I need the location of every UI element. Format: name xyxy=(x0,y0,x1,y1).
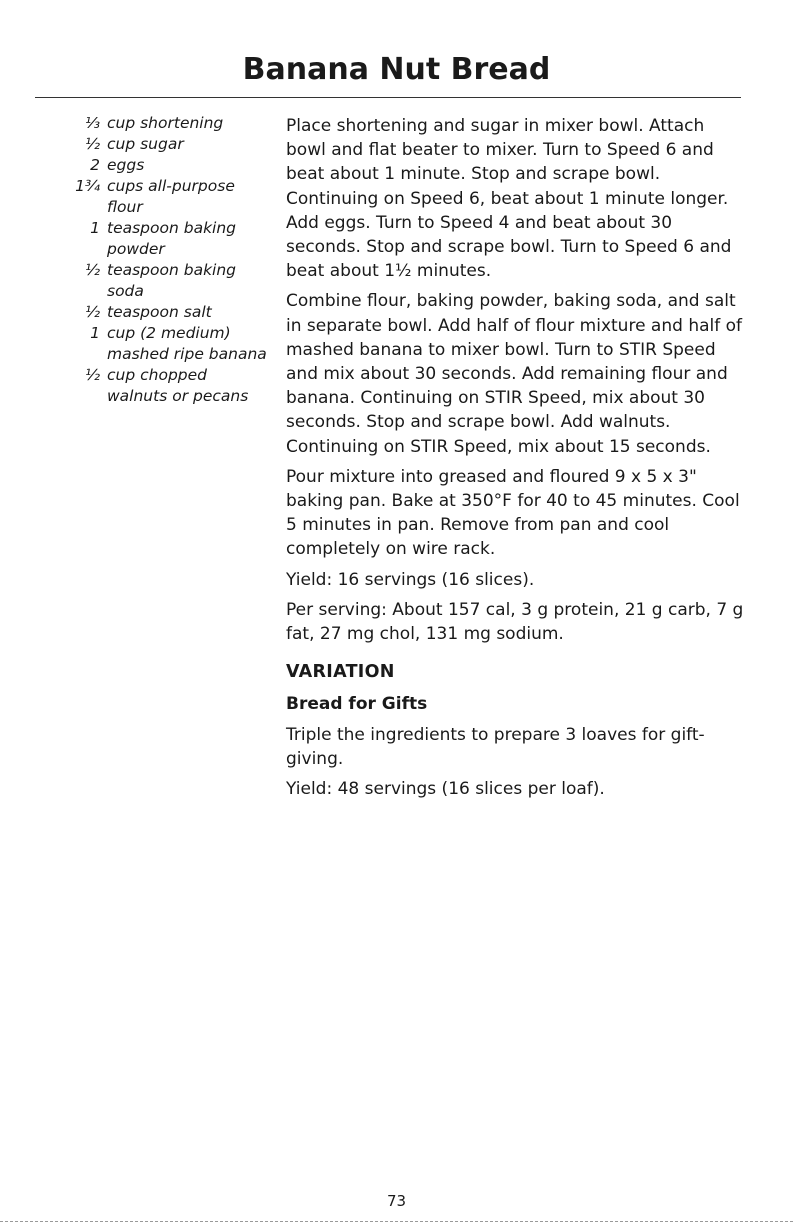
page-number: 73 xyxy=(386,1192,407,1210)
recipe-instructions xyxy=(286,114,746,807)
ingredient-quantity: ½ xyxy=(84,366,100,384)
ingredient-text: cup sugar xyxy=(107,135,184,153)
ingredient-item xyxy=(70,176,270,218)
ingredient-item xyxy=(70,365,270,407)
ingredient-text: cup chopped walnuts or pecans xyxy=(107,366,249,405)
ingredient-text: teaspoon baking soda xyxy=(107,261,237,300)
ingredient-item xyxy=(70,134,270,155)
ingredient-quantity: ½ xyxy=(84,261,100,279)
instruction-paragraph: Pour mixture into greased and floured 9 x 5 x 3" baking pan. Bake at 350°F for 40 to 45 minutes. Cool 5 minutes in pan. Remove from pan and cool completely on wire rack. xyxy=(286,466,740,560)
ingredient-quantity: 2 xyxy=(90,156,100,174)
ingredient-quantity: 1¾ xyxy=(75,177,100,195)
instruction-paragraph: Place shortening and sugar in mixer bowl. Attach bowl and flat beater to mixer. Turn to Speed 6 and beat about 1 minute. Stop and scrape bowl. Continuing on Speed 6, beat about 1 minute longer. Add eggs. Turn to Speed 4 and beat about 30 seconds. Stop and scrape bowl. Turn to Speed 6 and beat about 1½ minutes. xyxy=(286,116,732,282)
ingredient-quantity: ⅓ xyxy=(84,114,100,132)
variation-paragraph: Triple the ingredients to prepare 3 loaves for gift-giving. xyxy=(286,724,705,769)
ingredient-text: cup shortening xyxy=(107,114,224,132)
ingredient-list xyxy=(70,113,270,407)
ingredient-item xyxy=(70,302,270,323)
ingredient-quantity: 1 xyxy=(90,324,100,342)
ingredient-item xyxy=(70,218,270,260)
ingredient-text: cup (2 medium) mashed ripe banana xyxy=(107,324,267,363)
ingredient-quantity: 1 xyxy=(90,219,100,237)
ingredient-text: cups all-purpose flour xyxy=(107,177,235,216)
instruction-paragraph: Combine flour, baking powder, baking soda, and salt in separate bowl. Add half of flour mixture and half of mashed banana to mixer bowl. Turn to STIR Speed and mix about 30 seconds. Add remaining flour and banana. Continuing on STIR Speed, mix about 30 seconds. Stop and scrape bowl. Add walnuts. Continuing on STIR Speed, mix about 15 seconds. xyxy=(286,291,743,457)
yield-text: Yield: 16 servings (16 slices). xyxy=(286,569,535,590)
ingredient-text: eggs xyxy=(107,156,145,174)
variation-heading: VARIATION xyxy=(286,662,395,683)
ingredient-item xyxy=(70,260,270,302)
nutrition-text: Per serving: About 157 cal, 3 g protein, 21 g carb, 7 g fat, 27 mg chol, 131 mg sodium. xyxy=(286,599,744,645)
bottom-divider xyxy=(0,1221,793,1222)
ingredient-item xyxy=(70,113,270,134)
page-title: Banana Nut Bread xyxy=(242,52,551,87)
title-divider xyxy=(35,97,741,98)
ingredient-quantity: ½ xyxy=(84,135,100,153)
ingredient-quantity: ½ xyxy=(84,303,100,321)
ingredient-text: teaspoon salt xyxy=(107,303,212,321)
ingredient-item xyxy=(70,155,270,176)
variation-yield: Yield: 48 servings (16 slices per loaf). xyxy=(286,779,605,800)
ingredient-item xyxy=(70,323,270,365)
variation-subheading: Bread for Gifts xyxy=(286,694,428,715)
ingredient-text: teaspoon baking powder xyxy=(107,219,237,258)
